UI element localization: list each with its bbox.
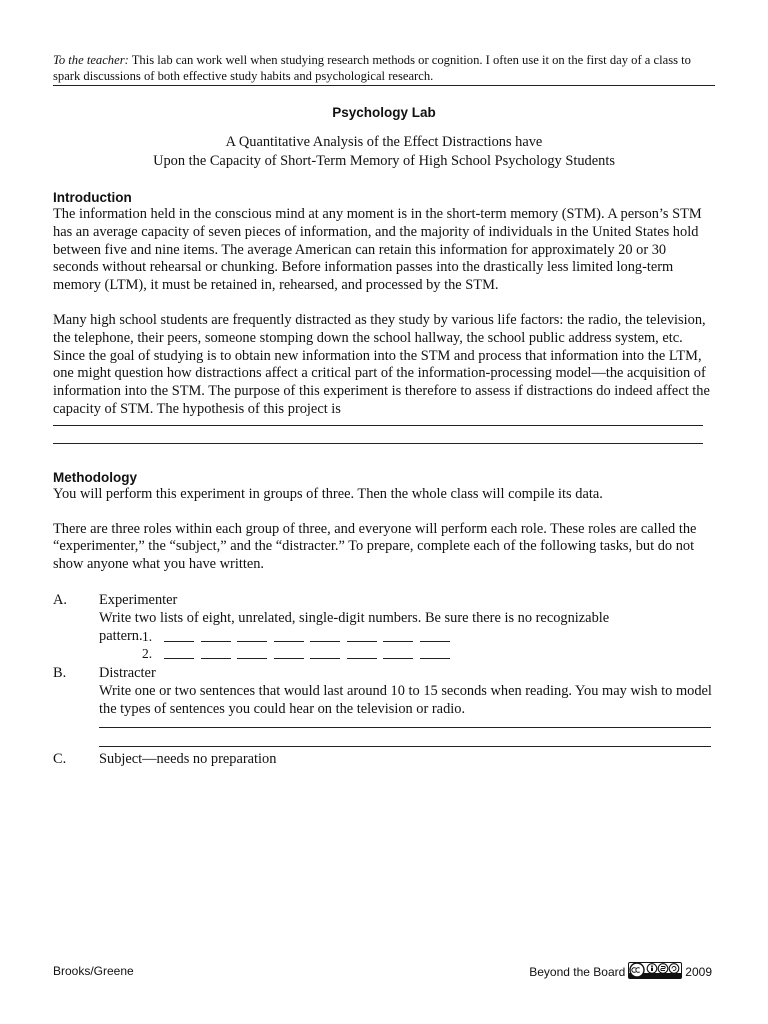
subtitle-line-2: Upon the Capacity of Short-Term Memory of High School Psychology Students: [153, 153, 615, 169]
list-item-distracter: [53, 664, 715, 747]
number-list-label: 1.: [142, 628, 153, 644]
sentence-blank-line-2[interactable]: [99, 746, 711, 747]
methodology-paragraph-1: You will perform this experiment in groups of three. Then the whole class will compile its data.: [53, 485, 603, 502]
number-blank[interactable]: [237, 628, 267, 642]
list-item-text: Write two lists of eight, unrelated, single-digit numbers. Be sure there is no recognizable: [99, 609, 610, 626]
number-blank[interactable]: [164, 645, 194, 659]
introduction-paragraph-2: Many high school students are frequently distracted as they study by various life factors: the radio, the television, the telephone, their peers, someone stomping down the school hallway, the school public address system, etc. Since the goal of studying is to obtain new information into the STM and process that information into the LTM, one might question how distractions affect a critical part of the information-processing model—the acquisition of information into the STM. The purpose of this experiment is therefore to assess if distractions do indeed affect the capacity of STM. The hypothesis of this project is: [53, 311, 710, 417]
list-item-letter: A.: [53, 591, 67, 608]
methodology-paragraph-2: There are three roles within each group of three, and everyone will perform each role. These roles are called the “experimenter,” the “subject,” and the “distracter.” To prepare, complete each of the following tasks, but do not show anyone what you have written.: [53, 520, 697, 573]
list-item-text: Write one or two sentences that would last around 10 to 15 seconds when reading. You may wish to model the types of sentences you could hear on the television or radio.: [99, 682, 712, 717]
footer-year: 2009: [685, 965, 712, 979]
list-item-experimenter: [53, 591, 715, 627]
hypothesis-blank-line-2[interactable]: [53, 443, 703, 444]
number-blank[interactable]: [347, 645, 377, 659]
methodology-heading: Methodology: [53, 469, 137, 485]
footer-right: [529, 962, 712, 982]
subtitle-line-1: A Quantitative Analysis of the Effect Distractions have: [225, 134, 543, 150]
number-blank[interactable]: [274, 645, 304, 659]
document-page: [53, 52, 715, 768]
introduction-section: [53, 189, 715, 444]
list-item-subject: [53, 750, 715, 768]
page-title: Psychology Lab: [332, 105, 436, 120]
cc-by-nc-sa-icon: [628, 962, 682, 982]
teacher-note: [53, 52, 715, 86]
hypothesis-blank-line-1[interactable]: [53, 425, 703, 426]
number-blank[interactable]: [310, 645, 340, 659]
teacher-note-text: This lab can work well when studying research methods or cognition. I often use it on the first day of a class to spark discussions of both effective study habits and psychological research.: [53, 53, 691, 83]
number-blank[interactable]: [420, 628, 450, 642]
number-blank[interactable]: [274, 628, 304, 642]
list-item-title: Experimenter: [99, 591, 178, 608]
footer-authors: Brooks/Greene: [53, 964, 134, 978]
number-blanks-list-1: [164, 628, 456, 642]
number-list-row-2: [53, 645, 715, 662]
number-blank[interactable]: [237, 645, 267, 659]
methodology-section: [53, 469, 715, 768]
number-blanks-list-2: [164, 645, 456, 659]
number-blank[interactable]: [164, 628, 194, 642]
sentence-blank-line-1[interactable]: [99, 727, 711, 728]
page-subtitle: [53, 133, 715, 171]
list-item-title: Distracter: [99, 664, 156, 681]
teacher-note-lead: To the teacher:: [53, 53, 129, 67]
footer-title: Beyond the Board: [529, 965, 626, 979]
number-blank[interactable]: [310, 628, 340, 642]
number-list-label: 2.: [142, 645, 153, 661]
list-item-letter: C.: [53, 750, 67, 767]
list-item-title: Subject—needs no preparation: [99, 750, 277, 767]
number-blank[interactable]: [420, 645, 450, 659]
number-blank[interactable]: [201, 645, 231, 659]
number-blank[interactable]: [201, 628, 231, 642]
introduction-paragraph-1: The information held in the conscious mind at any moment is in the short-term memory (STM). A person’s STM has an average capacity of seven pieces of information, and the majority of individuals in the United States hold between five and nine items. The average American can retain this information for approximately 20 or 30 seconds without rehearsal or chunking. Before information passes into the drastically less limited long-term memory (LTM), it must be retained in, rehearsed, and processed by the STM.: [53, 206, 702, 294]
number-blank[interactable]: [383, 645, 413, 659]
number-list-row-1: [53, 628, 715, 645]
pattern-word: pattern.: [99, 627, 143, 644]
list-item-letter: B.: [53, 664, 67, 681]
number-blank[interactable]: [347, 628, 377, 642]
number-blank[interactable]: [383, 628, 413, 642]
introduction-heading: Introduction: [53, 190, 132, 205]
